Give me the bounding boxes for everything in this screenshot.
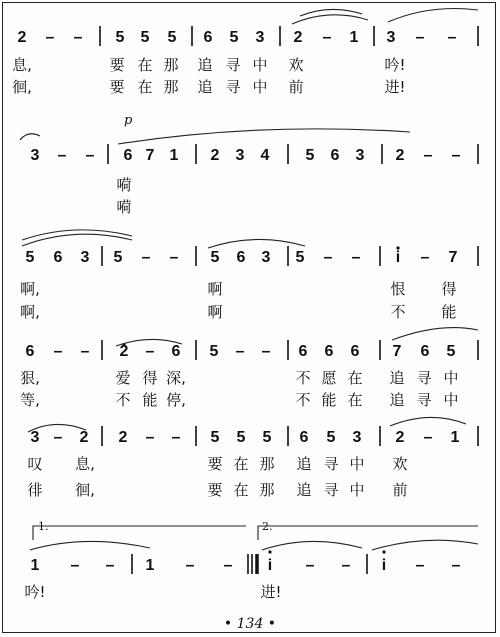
lyric-syllable: 等, xyxy=(20,391,40,409)
note: 5 xyxy=(140,29,150,46)
note: 7 xyxy=(392,343,402,360)
note: 2 xyxy=(210,147,220,164)
note: 6 xyxy=(53,249,63,266)
lyric-syllable: 中 xyxy=(252,78,268,96)
lyric-syllable: 爱 xyxy=(115,369,131,387)
bar-lines xyxy=(100,26,478,574)
lyric-syllable: 进! xyxy=(384,78,406,96)
octave-dot xyxy=(382,550,385,553)
note: – xyxy=(341,557,351,574)
slur xyxy=(20,134,40,140)
note: – xyxy=(451,147,461,164)
note: – xyxy=(185,557,195,574)
lyric-syllable: 嗬 xyxy=(116,176,132,194)
note: – xyxy=(420,249,430,266)
lyric-syllable: 追 xyxy=(296,481,312,499)
note: 6 xyxy=(299,429,309,446)
note: – xyxy=(85,147,95,164)
lyric-syllable: 啊 xyxy=(207,303,223,321)
lyric-syllable: 寻 xyxy=(323,481,339,499)
note: 2 xyxy=(118,429,128,446)
lyric-syllable: 吟! xyxy=(24,583,46,601)
lyric-syllable: 啊 xyxy=(207,280,223,298)
lyric-syllable: 在 xyxy=(233,481,249,499)
lyric-syllable: 中 xyxy=(349,455,365,473)
lyric-syllable: 那 xyxy=(259,455,275,473)
lyric-syllable: 狠, xyxy=(20,369,40,387)
lyric-syllable: 在 xyxy=(137,78,153,96)
note: – xyxy=(415,29,425,46)
lyric-syllable: 在 xyxy=(137,56,153,74)
lyric-syllable: 嗬 xyxy=(116,198,132,216)
note: – xyxy=(415,557,425,574)
lyric-syllable: 在 xyxy=(347,369,363,387)
note: 3 xyxy=(352,429,362,446)
slur xyxy=(388,9,478,23)
note: 5 xyxy=(305,147,315,164)
lyric-syllable: 前 xyxy=(392,481,408,499)
note: 6 xyxy=(350,343,360,360)
lyric-syllable: 能 xyxy=(321,391,337,409)
note: – xyxy=(171,429,181,446)
note: i xyxy=(381,557,387,574)
note: – xyxy=(70,557,80,574)
note: 3 xyxy=(255,29,265,46)
lyric-syllable: 不 xyxy=(115,391,131,409)
lyric-syllable: 追 xyxy=(389,369,405,387)
note: 1 xyxy=(30,557,40,574)
note: – xyxy=(145,343,155,360)
note: 5 xyxy=(210,249,220,266)
note: 3 xyxy=(261,249,271,266)
lyric-syllable: 在 xyxy=(233,455,249,473)
note: 2 xyxy=(293,29,303,46)
note: 3 xyxy=(80,249,90,266)
note: 5 xyxy=(446,343,456,360)
note: 2 xyxy=(395,147,405,164)
slur xyxy=(118,129,410,144)
note: – xyxy=(45,29,55,46)
note: – xyxy=(145,429,155,446)
note: 3 xyxy=(30,429,40,446)
note: 3 xyxy=(386,29,396,46)
note: – xyxy=(351,249,361,266)
lyric-syllable: 那 xyxy=(163,56,179,74)
note: 2 xyxy=(79,429,89,446)
note: 3 xyxy=(235,147,245,164)
lyric-syllable: 能 xyxy=(441,303,457,321)
note: 5 xyxy=(210,429,220,446)
note: – xyxy=(423,429,433,446)
slur xyxy=(22,234,132,246)
note: 5 xyxy=(326,429,336,446)
note: 7 xyxy=(448,249,458,266)
note: 6 xyxy=(203,29,213,46)
lyric-syllable: 要 xyxy=(207,481,223,499)
lyric-syllable: 中 xyxy=(252,56,268,74)
note: 6 xyxy=(420,343,430,360)
note: i xyxy=(267,557,273,574)
note: 1 xyxy=(349,29,359,46)
note: 5 xyxy=(25,249,35,266)
lyric-syllable: 在 xyxy=(347,391,363,409)
note: 2 xyxy=(119,343,129,360)
lyric-syllable: 欢 xyxy=(288,56,304,74)
note: – xyxy=(169,249,179,266)
lyric-syllable: 那 xyxy=(163,78,179,96)
lyric-syllable: 不 xyxy=(390,303,406,321)
note: i xyxy=(395,249,401,266)
note: – xyxy=(73,29,83,46)
page-number: • 134 • xyxy=(223,616,277,632)
note: – xyxy=(423,147,433,164)
note: 6 xyxy=(25,343,35,360)
lyric-syllable: 要 xyxy=(109,56,125,74)
lyric-syllable: 寻 xyxy=(323,455,339,473)
lyric-syllable: 寻 xyxy=(225,78,241,96)
lyric-syllable: 进! xyxy=(260,583,282,601)
octave-dot xyxy=(268,550,271,553)
note: – xyxy=(141,249,151,266)
slur xyxy=(208,239,305,248)
note: – xyxy=(53,429,63,446)
note: – xyxy=(323,249,333,266)
lyric-syllable: 追 xyxy=(296,455,312,473)
note: 5 xyxy=(167,29,177,46)
volta-first-bracket xyxy=(33,526,246,540)
lyric-syllable: 追 xyxy=(197,78,213,96)
note: – xyxy=(80,343,90,360)
note: – xyxy=(305,557,315,574)
note: 1 xyxy=(145,557,155,574)
lyric-syllable: 得 xyxy=(441,280,457,298)
lyric-syllable: 欢 xyxy=(392,455,408,473)
lyric-syllable: 中 xyxy=(443,369,459,387)
note: 6 xyxy=(330,147,340,164)
lyric-syllable: 停, xyxy=(166,391,186,409)
lyric-syllable: 追 xyxy=(389,391,405,409)
note: 5 xyxy=(262,429,272,446)
note: 6 xyxy=(123,147,133,164)
lyric-syllable: 不 xyxy=(295,369,311,387)
lyric-syllable: 深, xyxy=(166,369,186,387)
note: – xyxy=(451,557,461,574)
note: 5 xyxy=(209,343,219,360)
note: 2 xyxy=(395,429,405,446)
lyric-syllable: 那 xyxy=(259,481,275,499)
lyric-syllable: 徊, xyxy=(75,481,95,499)
note: – xyxy=(57,147,67,164)
lyric-syllable: 啊, xyxy=(20,280,40,298)
note: 6 xyxy=(171,343,181,360)
note: 6 xyxy=(324,343,334,360)
note: 5 xyxy=(229,29,239,46)
lyric-syllable: 叹 xyxy=(27,455,43,473)
note: 3 xyxy=(355,147,365,164)
lyric-syllable: 愿 xyxy=(321,369,337,387)
lyric-syllable: 息, xyxy=(75,455,95,473)
lyric-syllable: 寻 xyxy=(225,56,241,74)
note: 3 xyxy=(30,147,40,164)
slur xyxy=(372,540,478,550)
lyric-syllable: 中 xyxy=(443,391,459,409)
lyric-syllable: 寻 xyxy=(416,391,432,409)
lyric-syllable: 中 xyxy=(349,481,365,499)
note: 5 xyxy=(236,429,246,446)
note: 2 xyxy=(17,29,27,46)
lyric-syllable: 息, xyxy=(12,56,32,74)
note: – xyxy=(261,343,271,360)
note: 1 xyxy=(169,147,179,164)
lyric-syllable: 得 xyxy=(142,369,158,387)
slur xyxy=(392,328,478,340)
note: 5 xyxy=(113,249,123,266)
slur xyxy=(262,541,362,550)
lyric-syllable: 吟! xyxy=(384,56,406,74)
note: 5 xyxy=(115,29,125,46)
note: – xyxy=(235,343,245,360)
note: – xyxy=(105,557,115,574)
lyric-syllable: 寻 xyxy=(416,369,432,387)
note: 6 xyxy=(298,343,308,360)
volta-second-bracket xyxy=(258,526,478,540)
lyric-syllable: 前 xyxy=(288,78,304,96)
note: – xyxy=(53,343,63,360)
slur xyxy=(292,15,368,24)
note: 5 xyxy=(295,249,305,266)
volta-second-label: 2. xyxy=(262,520,273,533)
lyric-syllable: 徘 xyxy=(27,481,43,499)
lyric-syllable: 能 xyxy=(142,391,158,409)
note: 4 xyxy=(260,147,270,164)
slur xyxy=(30,541,150,550)
note: 7 xyxy=(145,147,155,164)
volta-first-label: 1. xyxy=(38,520,49,533)
note: – xyxy=(322,29,332,46)
lyric-syllable: 不 xyxy=(295,391,311,409)
lyric-syllable: 要 xyxy=(207,455,223,473)
lyric-syllable: 要 xyxy=(109,78,125,96)
slur xyxy=(390,417,466,426)
note: – xyxy=(223,557,233,574)
notes-and-lyrics xyxy=(12,29,460,601)
lyric-syllable: 恨 xyxy=(390,280,406,298)
note: – xyxy=(447,29,457,46)
dynamic-mark: p xyxy=(124,113,133,128)
note: 6 xyxy=(236,249,246,266)
lyric-syllable: 追 xyxy=(197,56,213,74)
lyric-syllable: 徊, xyxy=(12,78,32,96)
lyric-syllable: 啊, xyxy=(20,303,40,321)
note: 1 xyxy=(450,429,460,446)
